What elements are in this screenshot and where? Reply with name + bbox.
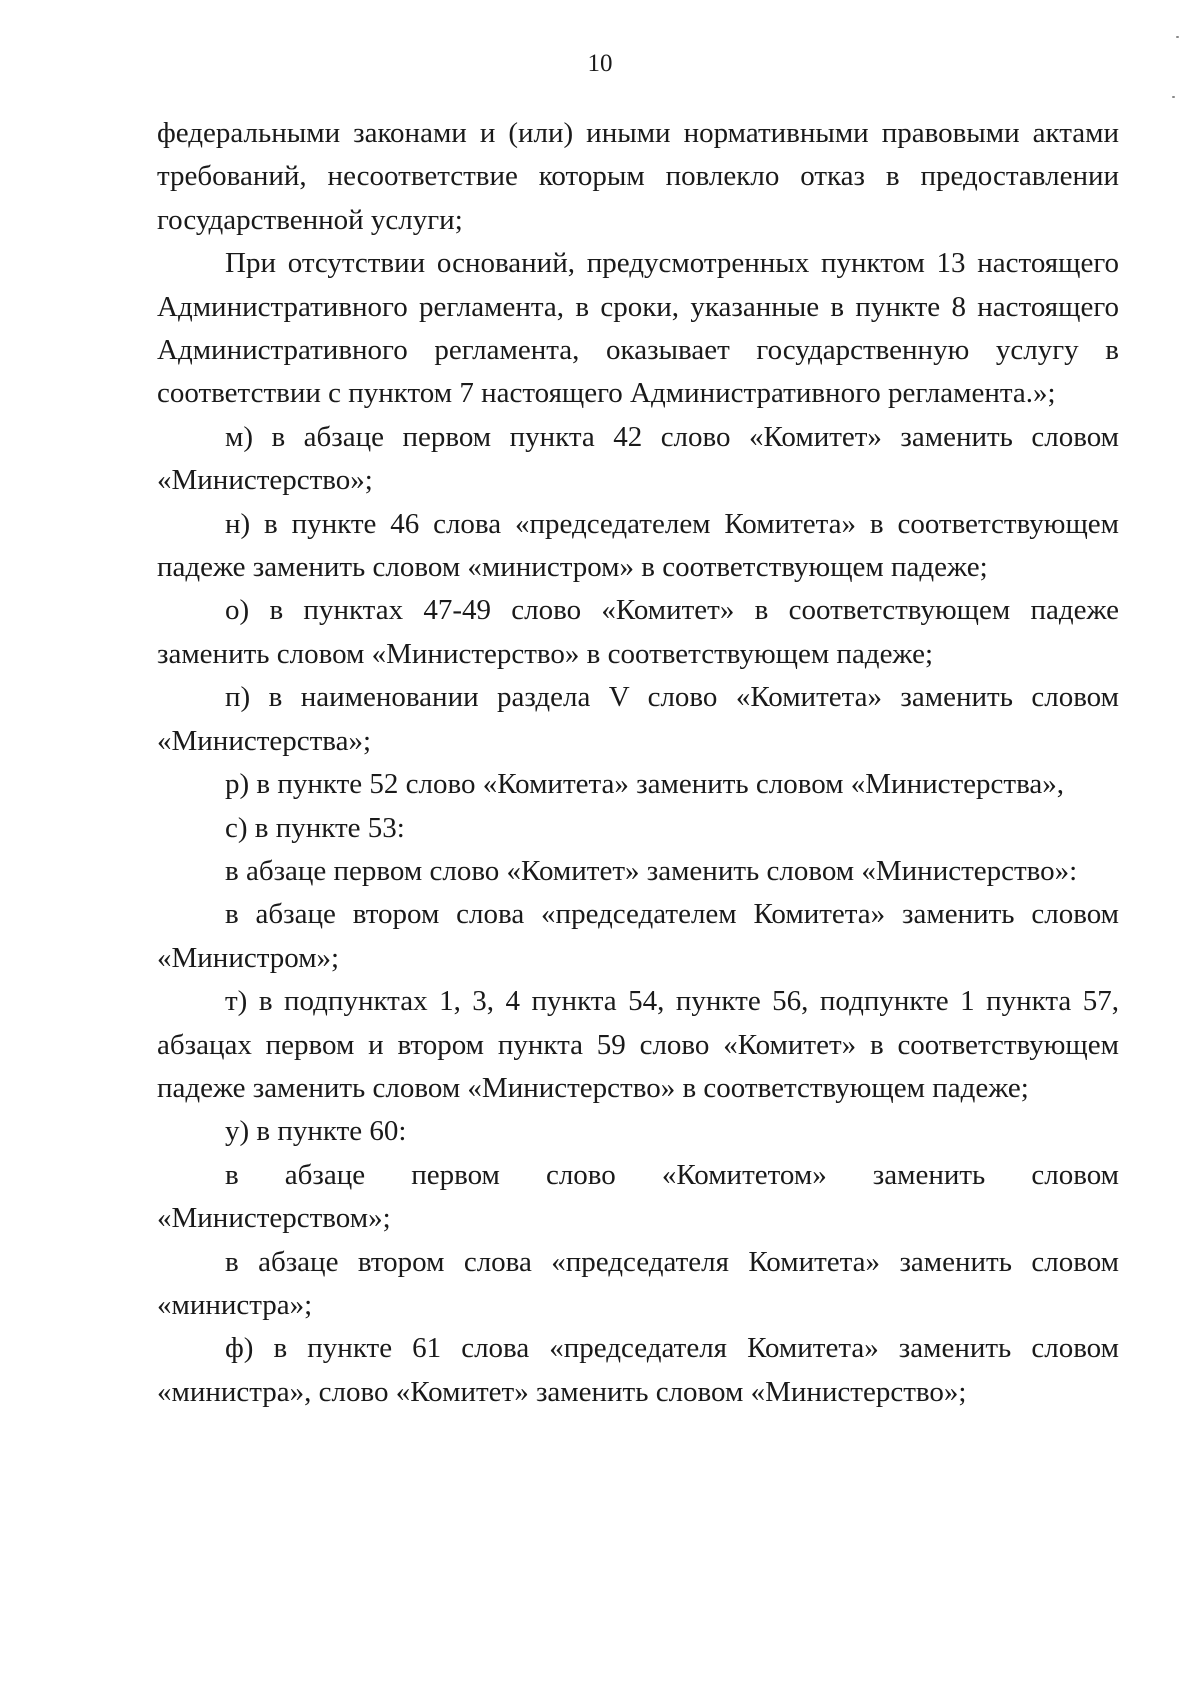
paragraph-item-p: п) в наименовании раздела V слово «Комитета» заменить словом «Министерства»; (157, 681, 1119, 757)
paragraph-item-u-first: в абзаце первом слово «Комитетом» заменить словом «Министерством»; (157, 1158, 1119, 1235)
paragraph-item-n: н) в пункте 46 слова «председателем Комитета» в соответствующем падеже заменить словом «министром» в соответствующем падеже; (157, 507, 1119, 584)
paragraph-item-u-second: в абзаце втором слова «председателя Комитета» заменить словом «министра»; (157, 1245, 1119, 1321)
paragraph-item-s-first: в абзаце первом слово «Комитет» заменить словом «Министерство»: (225, 854, 1078, 887)
paragraph-item-f: ф) в пункте 61 слова «председателя Комитета» заменить словом «министра», слово «Комитет» заменить словом «Министерство»; (157, 1332, 1119, 1408)
paragraph-item-s: с) в пункте 53: (225, 811, 405, 844)
document-body (157, 112, 1119, 1414)
paragraph-item-u: у) в пункте 60: (225, 1115, 407, 1148)
scan-speck (1172, 96, 1175, 98)
paragraph-item-s-second: в абзаце втором слова «председателем Комитета» заменить словом «Министром»; (157, 898, 1119, 974)
scan-speck (1176, 36, 1179, 38)
page-number: 10 (587, 50, 613, 77)
paragraph-absence-of-grounds: При отсутствии оснований, предусмотренных пунктом 13 настоящего Административного регламента, в сроки, указанные в пункте 8 настоящего Административного регламента, оказывает государственную услугу в соответствии с пунктом 7 настоящего Административного регламента.»; (157, 247, 1119, 410)
paragraph-item-o: о) в пунктах 47-49 слово «Комитет» в соответствующем падеже заменить словом «Министерство» в соответствующем падеже; (157, 594, 1119, 670)
paragraph-item-m: м) в абзаце первом пункта 42 слово «Комитет» заменить словом «Министерство»; (157, 420, 1119, 497)
paragraph-item-r: р) в пункте 52 слово «Комитета» заменить словом «Министерства», (225, 768, 1065, 801)
paragraph-item-t: т) в подпунктах 1, 3, 4 пункта 54, пункте 56, подпункте 1 пункта 57, абзацах первом и втором пункта 59 слово «Комитет» в соответствующем падеже заменить словом «Министерство» в соответствующем падеже; (157, 985, 1119, 1104)
paragraph-continuation: федеральными законами и (или) иными нормативными правовыми актами требований, несоответствие которым повлекло отказ в предоставлении государственной услуги; (157, 117, 1119, 236)
